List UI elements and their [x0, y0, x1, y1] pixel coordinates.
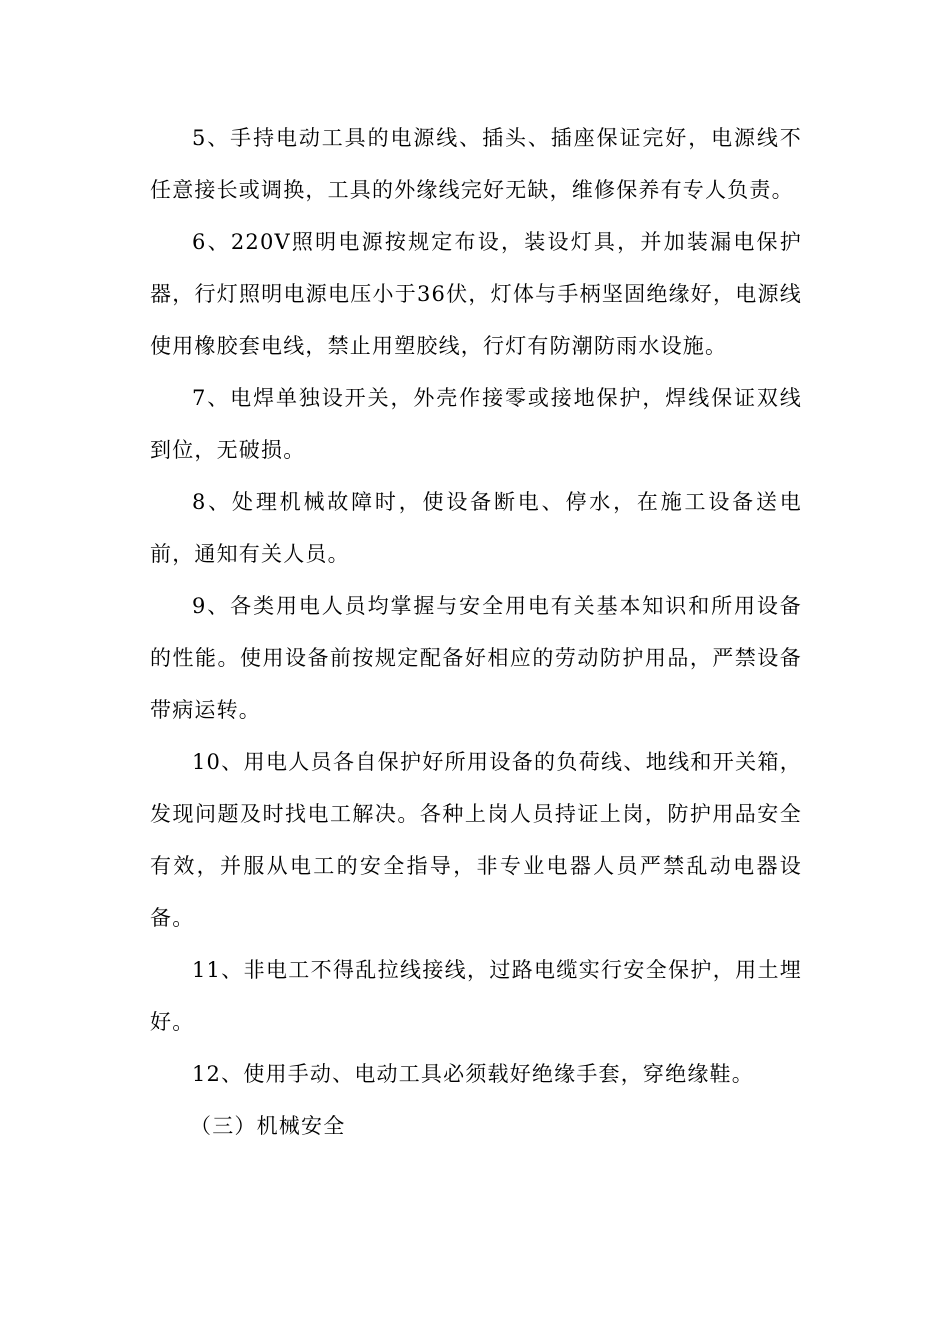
paragraph-item-6: 6、220V照明电源按规定布设，装设灯具，并加装漏电保护器，行灯照明电源电压小于36伏，灯体与手柄坚固绝缘好，电源线使用橡胶套电线，禁止用塑胶线，行灯有防潮防雨水设施。	[150, 230, 802, 358]
document-body	[150, 112, 802, 1152]
paragraph-item-11: 11、非电工不得乱拉线接线，过路电缆实行安全保护，用土埋好。	[150, 958, 802, 1034]
paragraph-item-10: 10、用电人员各自保护好所用设备的负荷线、地线和开关箱，发现问题及时找电工解决。各种上岗人员持证上岗，防护用品安全有效，并服从电工的安全指导，非专业电器人员严禁乱动电器设备。	[150, 750, 802, 930]
paragraph-item-12: 12、使用手动、电动工具必须载好绝缘手套，穿绝缘鞋。	[192, 1062, 754, 1086]
paragraph-item-5: 5、手持电动工具的电源线、插头、插座保证完好，电源线不任意接长或调换，工具的外缘线完好无缺，维修保养有专人负责。	[150, 126, 802, 202]
paragraph-item-9: 9、各类用电人员均掌握与安全用电有关基本知识和所用设备的性能。使用设备前按规定配备好相应的劳动防护用品，严禁设备带病运转。	[150, 594, 802, 722]
section-heading: （三）机械安全	[190, 1114, 346, 1138]
paragraph-item-7: 7、电焊单独设开关，外壳作接零或接地保护，焊线保证双线到位，无破损。	[150, 386, 802, 462]
paragraph-item-8: 8、处理机械故障时，使设备断电、停水，在施工设备送电前，通知有关人员。	[150, 490, 802, 566]
